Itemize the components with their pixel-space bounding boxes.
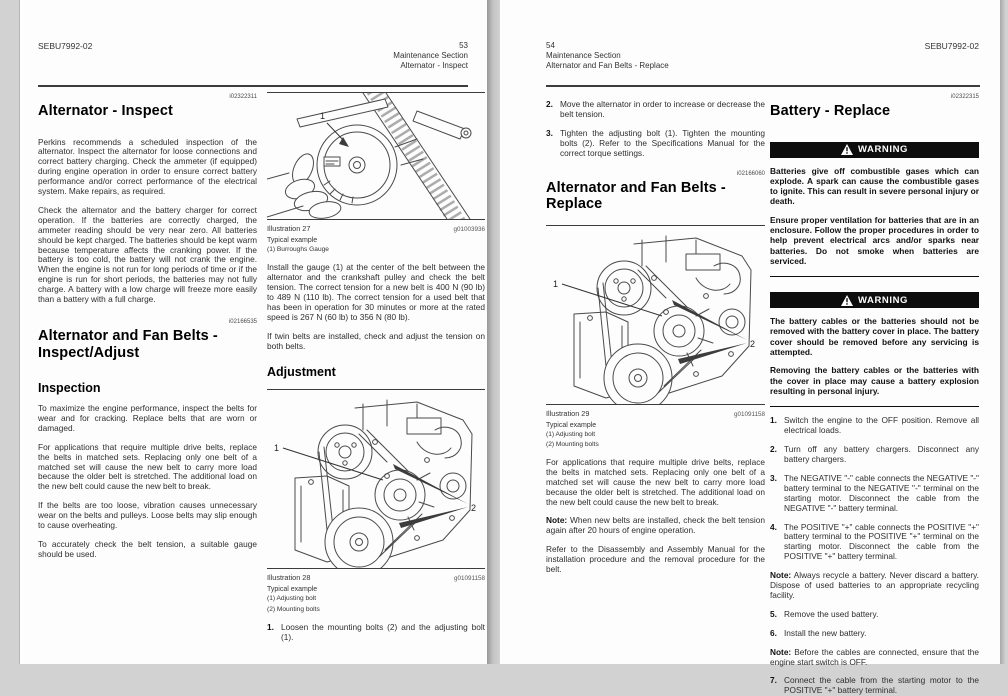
caption-subtitle: Typical example [267, 586, 318, 594]
step-number: 5. [770, 608, 777, 619]
title-line: Alternator and Fan Belts - [38, 328, 218, 344]
caption-subtitle: Typical example [546, 421, 597, 429]
step-text: Install the new battery. [784, 627, 867, 638]
procedure-step [546, 129, 765, 159]
header-rule [38, 85, 468, 87]
topic-id: i02166060 [736, 170, 765, 177]
note-text: Always recycle a battery. Never discard a battery. Dispose of used batteries to an appropriate recycling facility. [770, 570, 979, 600]
header-topic: Alternator - Inspect [400, 61, 468, 70]
illustration-label: Illustration 28 [267, 573, 311, 583]
engine-belt-drawing [267, 390, 485, 568]
step-number: 6. [770, 627, 777, 638]
battery-procedure [770, 416, 979, 696]
step-number: 3. [546, 127, 553, 138]
step-text: Tighten the adjusting bolt (1). Tighten the mounting bolts (2). Refer to the Specifications Manual for the correct torque settings. [560, 127, 765, 158]
warning-title: WARNING [857, 294, 909, 306]
warning-triangle-icon [841, 144, 853, 155]
step-text: The POSITIVE "+" cable connects the POSITIVE "+" battery terminal to the POSITIVE "+" terminal on the starting motor. Disconnect the cable from the POSITIVE "+" battery terminal. [784, 521, 979, 562]
section-title-battery-replace: Battery - Replace [770, 103, 891, 119]
section-title-alternator-inspect: Alternator - Inspect [38, 103, 173, 119]
step-number: 7. [770, 675, 777, 686]
manual-page-54 [500, 0, 1000, 696]
illustration-29-figure [546, 225, 765, 405]
note-paragraph [770, 648, 979, 668]
note-text: When new belts are installed, check the belt tension again after 20 hours of engine operation. [546, 515, 765, 536]
page-number: 54 [546, 41, 555, 50]
step-text: Remove the used battery. [784, 608, 879, 619]
paragraph: If the belts are too loose, vibration causes unnecessary wear on the belts and pulleys. Loose belts may slip enough to cause overheating. [38, 500, 257, 531]
left-page-column-1 [38, 92, 257, 560]
procedure-step [770, 416, 979, 436]
header-topic: Alternator and Fan Belts - Replace [546, 61, 669, 70]
note-paragraph [546, 516, 765, 536]
paragraph: Perkins recommends a scheduled inspection of the alternator. Inspect the alternator for loose connections and correct battery charging. Check the ammeter (if equipped) during engine operation in order to ensure correct battery performance and/or correct performance of the electrical system. Make repairs, as required. [38, 136, 257, 197]
publication-code: SEBU7992-02 [924, 41, 979, 51]
note-text: Before the cables are connected, ensure that the engine start switch is OFF. [770, 646, 979, 667]
manual-page-53 [20, 0, 487, 664]
topic-id: i02322315 [950, 94, 979, 100]
step-number: 4. [770, 521, 777, 532]
section-title-belts-replace [546, 180, 765, 213]
illustration-28-figure [267, 389, 485, 569]
page-spine-shadow [487, 0, 500, 664]
step-number: 3. [770, 472, 777, 483]
page-header [546, 41, 669, 71]
title-line: Alternator and Fan Belts - [546, 179, 726, 196]
title-line: Replace [546, 196, 603, 213]
procedure-step [770, 445, 979, 465]
graphic-number: g01091158 [453, 575, 485, 583]
warning-text: The battery cables or the batteries should not be removed with the battery cover in place. The battery cover should be removed before any servicing is attempted. [770, 316, 979, 358]
header-section: Maintenance Section [393, 51, 468, 60]
callout-legend: (1) Burroughs Gauge [267, 246, 329, 253]
step-text: Switch the engine to the OFF position. Remove all electrical loads. [784, 415, 979, 436]
warning-text: Ensure proper ventilation for batteries that are in an enclosure. Follow the proper procedures in order to help prevent electrical arcs and/or sparks near batteries. Do not smoke when batteries are serviced. [770, 214, 979, 266]
step-number: 2. [546, 99, 553, 109]
paragraph: For applications that require multiple drive belts, replace the belts in matched sets. Replacing only one belt of a matched set will cause the new belt to carry more load because the older belt is stretched. The additional load on the new belt could cause the new belt to break. [546, 456, 765, 507]
illustration-caption [267, 573, 485, 582]
procedure-step [267, 623, 485, 643]
paragraph: If twin belts are installed, check and adjust the tension on both belts. [267, 330, 485, 351]
page-header [393, 41, 468, 71]
graphic-number: g01091158 [733, 410, 765, 418]
paragraph: Check the alternator and the battery charger for correct operation. If the batteries are correctly charged, the ammeter reading should be very near zero. All batteries should be kept charged. The batteries should be kept warm because temperature affects the cranking power. If the battery is too cold, the battery will not crank the engine. When the engine is not run for long periods of time or if the engine is run for short periods, the batteries may not fully charge. A battery with a low charge will freeze more easily than a battery with a full charge. [38, 204, 257, 305]
illustration-label: Illustration 27 [267, 224, 311, 233]
paragraph: Refer to the Disassembly and Assembly Manual for the installation procedure and the removal procedure for the belt. [546, 544, 765, 575]
callout-legend: (1) Adjusting bolt [546, 430, 596, 438]
warning-text: Removing the battery cables or the batteries with the cover in place may cause a battery explosion resulting in personal injury. [770, 365, 979, 396]
left-page-column-2 [267, 92, 485, 643]
step-number: 1. [770, 415, 777, 426]
paragraph: Install the gauge (1) at the center of the belt between the alternator and the crankshaft pulley and check the belt tension. The correct tension for a new belt is 400 N (90 lb) to 489 N (110 lb). The correct tension for a used belt that has been in operation for 30 minutes or more at the rated speed is 267 N (60 lb) to 356 N (80 lb). [267, 262, 485, 322]
paragraph: To accurately check the belt tension, a suitable gauge should be used. [38, 538, 257, 559]
step-text: Turn off any battery chargers. Disconnect any battery chargers. [784, 444, 979, 464]
warning-text: Batteries give off combustible gases which can explode. A spark can cause the combustible gases to ignite. This can result in severe personal injury or death. [770, 165, 979, 207]
burroughs-gauge-drawing [267, 93, 485, 219]
warning-box-combustible-gases [770, 142, 979, 278]
step-text: Loosen the mounting bolts (2) and the adjusting bolt (1). [281, 621, 485, 642]
header-section: Maintenance Section [546, 51, 621, 60]
note-label: Note: [770, 646, 792, 657]
note-paragraph [770, 571, 979, 601]
step-text: Connect the cable from the starting motor to the POSITIVE "+" battery terminal. [784, 675, 979, 696]
procedure-step [770, 610, 979, 620]
section-title-belts-inspect-adjust [38, 328, 257, 361]
caption-subtitle: Typical example [267, 237, 318, 244]
illustration-27-figure [267, 92, 485, 220]
step-text: The NEGATIVE "-" cable connects the NEGATIVE "-" battery terminal to the NEGATIVE "-" terminal on the starting motor. Disconnect the cable from the NEGATIVE "-" battery terminal. [784, 472, 979, 513]
procedure-step [770, 474, 979, 514]
warning-bar [770, 292, 979, 308]
right-page-column-1 [546, 92, 765, 575]
step-text: Move the alternator in order to increase or decrease the belt tension. [560, 99, 765, 119]
right-page-column-2 [770, 92, 979, 696]
warning-title: WARNING [857, 144, 909, 155]
subheading-adjustment: Adjustment [267, 365, 336, 380]
illustration-caption [267, 224, 485, 233]
header-rule [546, 85, 980, 87]
step-number: 2. [770, 444, 777, 455]
warning-triangle-icon [841, 295, 853, 306]
graphic-number: g01003936 [453, 226, 485, 233]
subheading-inspection: Inspection [38, 381, 101, 395]
page-number: 53 [459, 41, 468, 50]
publication-code: SEBU7992-02 [38, 41, 93, 51]
callout-legend: (2) Mounting bolts [546, 440, 599, 448]
note-label: Note: [770, 570, 792, 581]
engine-belt-drawing [546, 226, 764, 404]
callout-legend: (1) Adjusting bolt [267, 595, 317, 603]
warning-box-battery-cover [770, 292, 979, 407]
topic-id: i02322311 [229, 94, 257, 100]
procedure-step [770, 676, 979, 696]
title-line: Inspect/Adjust [38, 344, 140, 361]
illustration-caption [546, 409, 765, 418]
warning-bar [770, 142, 979, 158]
paragraph: To maximize the engine performance, inspect the belts for wear and for cracking. Replace belts that are worn or damaged. [38, 403, 257, 433]
procedure-step [546, 100, 765, 120]
note-label: Note: [546, 515, 568, 526]
procedure-step [770, 523, 979, 563]
callout-legend: (2) Mounting bolts [267, 605, 320, 613]
step-number: 1. [267, 621, 274, 632]
page-stack-edge [1000, 0, 1008, 664]
illustration-label: Illustration 29 [546, 408, 590, 418]
topic-id: i02166535 [228, 319, 257, 325]
procedure-step [770, 629, 979, 639]
paragraph: For applications that require multiple drive belts, replace the belts in matched sets. Replacing only one belt of a matched set will cause the new belt to carry more load because the older belt is stretched. The additional load on the new belt could cause the new belt to break. [38, 441, 257, 492]
